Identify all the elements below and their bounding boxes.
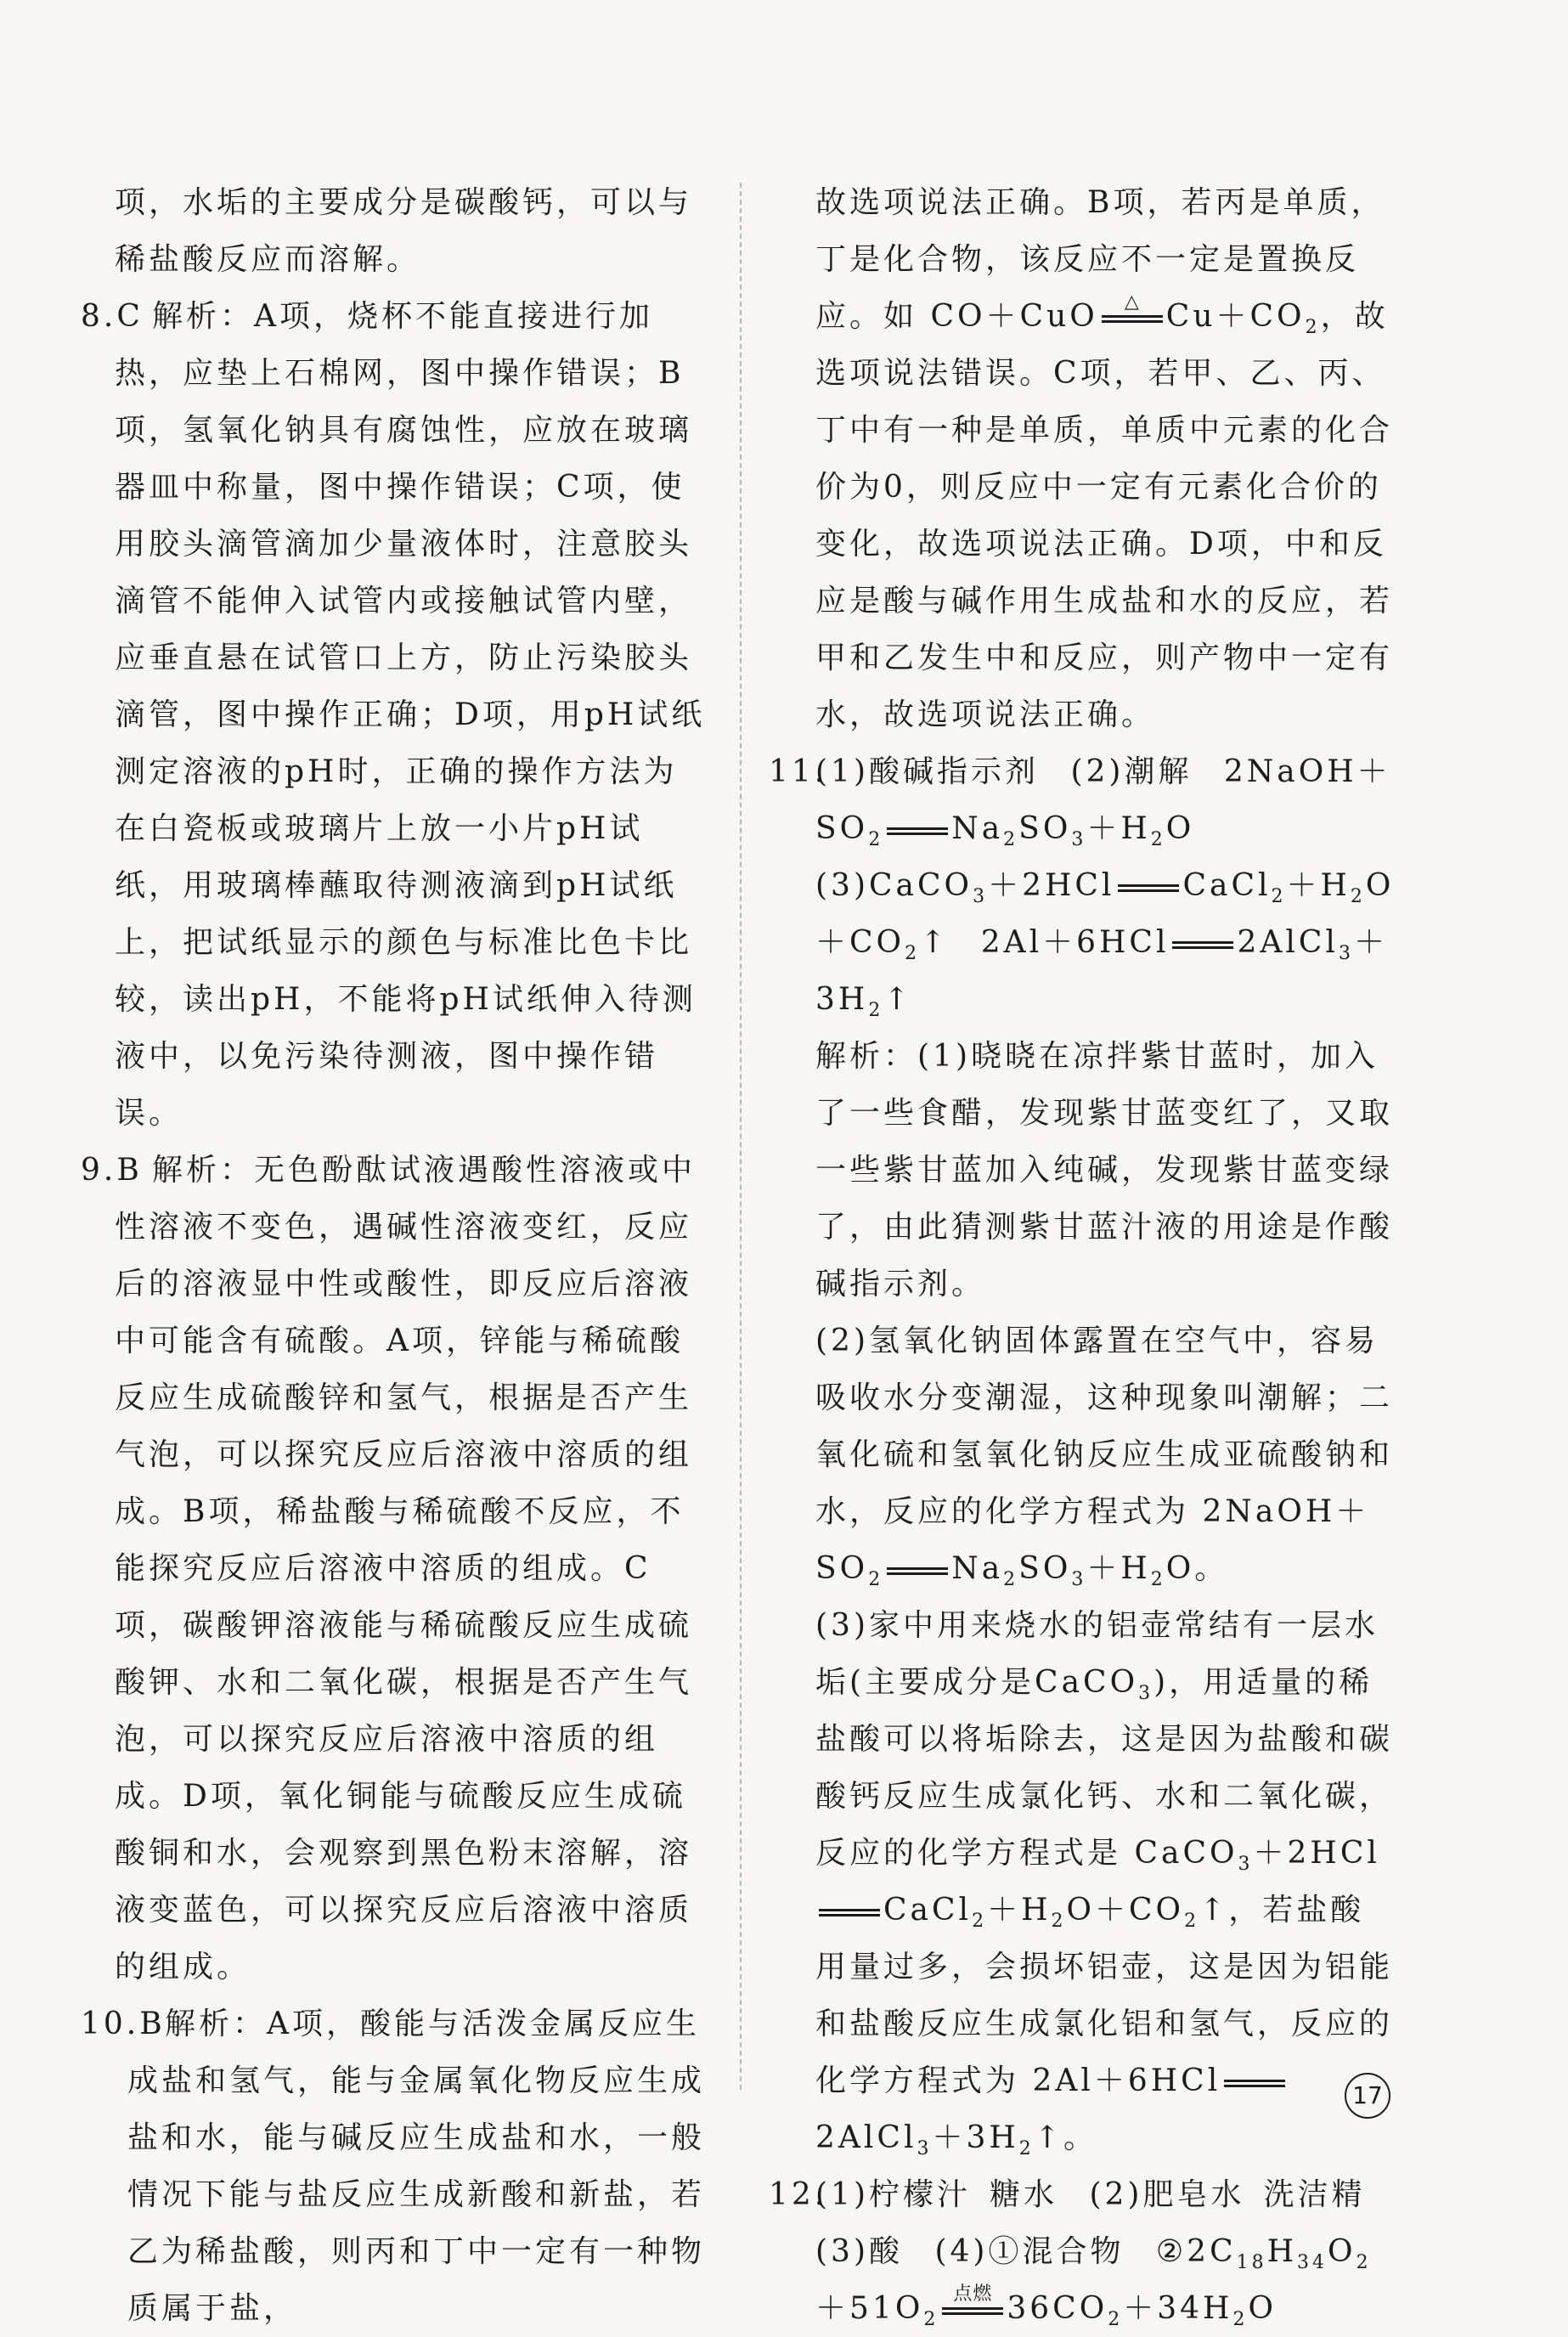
answer-11-explanation-1: 解析：(1)晓晓在凉拌紫甘蓝时，加入了一些食醋，发现紫甘蓝变红了，又取一些紫甘蓝加入纯碱，发现紫甘蓝变绿了，由此猜测紫甘蓝汁液的用途是作酸碱指示剂。 [815,1039,1394,1301]
answer-10-number: 10.B [81,2007,166,2041]
answer-10-continued: 故选项说法正确。B项，若丙是单质，丁是化合物，该反应不一定是置换反应。如 CO＋CuO △ $Cu+CO_2$，故选项说法错误。C项，若甲、乙、丙、丁中有一种是单质，单质中元素的化合价为0，则反应中一定有元素化合价的变化，故选项说法正确。D项，中和反应是酸与碱作用生成盐和水的反应，若甲和乙发生中和反应，则产物中一定有水，故选项说法正确。 [815,185,1394,732]
answer-8-explanation: 解析：A项，烧杯不能直接进行加热，应垫上石棉网，图中操作错误；B项，氢氧化钠具有腐蚀性，应放在玻璃器皿中称量，图中操作错误；C项，使用胶头滴管滴加少量液体时，注意胶头滴管不能伸入试管内或接触试管内壁，应垂直悬在试管口上方，防止污染胶头滴管，图中操作正确；D项，用pH试纸测定溶液的pH时，正确的操作方法为在白瓷板或玻璃片上放一小片pH试纸，用玻璃棒蘸取待测液滴到pH试纸上，把试纸显示的颜色与标准比色卡比较，读出pH，不能将pH试纸伸入待测液中，以免污染待测液，图中操作错误。 [115,299,706,1131]
answer-9-explanation: 解析：无色酚酞试液遇酸性溶液或中性溶液不变色，遇碱性溶液变红，反应后的溶液显中性或酸性，即反应后溶液中可能含有硫酸。A项，锌能与稀硫酸反应生成硫酸锌和氢气，根据是否产生气泡，可以探究反应后溶液中溶质的组成。B项，稀盐酸与稀硫酸不反应，不能探究反应后溶液中溶质的组成。C项，碳酸钾溶液能与稀硫酸反应生成硫酸钾、水和二氧化碳，根据是否产生气泡，可以探究反应后溶液中溶质的组成。D项，氧化铜能与硫酸反应生成硫酸铜和水，会观察到黑色粉末溶解，溶液变蓝色，可以探究反应后溶液中溶质的组成。 [115,1153,697,1984]
equation-al-hcl: 2Al＋6HCl $2AlCl_3+3H_2↑$ [815,925,1388,1022]
answer-8-number: 8.C [81,299,144,334]
answer-7-tail: 项，水垢的主要成分是碳酸钙，可以与稀盐酸反应而溶解。 [115,185,693,277]
ignite-condition-sign: 点燃 [942,2307,1003,2315]
heat-condition-sign: △ [1102,315,1163,323]
answer-11-explanation-3: (3)家中用来烧水的铝壶常结有一层水垢(主要成分是CaCO$_3$)，用适量的稀盐酸可以将垢除去，这是因为盐酸和碳酸钙反应生成氯化钙、水和二氧化碳，反应的化学方程式是 $CaCO_3+2HClCaCl_2+H_2O+CO_2↑$，若盐酸用量过多，会损坏铝壶，这是因为铝能和盐酸反应生成氯化铝和氢气，反应的化学方程式为 $2Al+6HCl2AlCl_3+3H_2↑$。 [815,1608,1394,2160]
answer-11: 11. (1)酸碱指示剂 (2)潮解 $2NaOH+SO_2$ $Na_2SO_3+H_2O$ (3)CaCO$_3$＋2HCl $CaCl_2+H_2O+CO_2↑$ 2Al＋6HCl $2AlCl_3+3H_2↑$ [769,743,1397,1028]
answer-9 [81,1142,709,1995]
answer-11-explanation-2: (2)氢氧化钠固体露置在空气中，容易吸收水分变潮湿，这种现象叫潮解；二氧化硫和氢氧化钠反应生成亚硫酸钠和水，反应的化学方程式为 $2NaOH+SO_2$ $Na_2SO_3+H_2O$。 [815,1324,1394,1591]
answer-12-number: 12. [769,2177,828,2212]
answer-9-number: 9.B [81,1153,143,1188]
answer-10 [81,1995,709,2337]
column-divider [740,183,742,2090]
page-number: 17 [1345,2073,1390,2119]
equation-combustion: $②2C_{18}H_{34}O_2+51O_2$ 点燃 $36CO_2+34H_2O$ [815,2234,1372,2331]
answer-10-explanation: 解析：A项，酸能与活泼金属反应生成盐和氢气，能与金属氧化物反应生成盐和水，能与碱反应生成盐和水，一般情况下能与盐反应生成新酸和新盐，若乙为稀盐酸，则丙和丁中一定有一种物质属于盐， [127,2007,706,2326]
right-column [769,174,1397,2337]
answer-11-number: 11. [769,754,828,789]
answer-8 [81,288,709,1142]
left-column [81,174,709,2337]
answer-12: 12. (1)柠檬汁 糖水 (2)肥皂水 洗洁精 (3)酸 (4)①混合物 $②2C_{18}H_{34}O_2+51O_2$ 点燃 $36CO_2+34H_2O$ [769,2166,1397,2337]
equation-naoh-so2: $2NaOH+SO_2$ $Na_2SO_3+H_2O$ [815,754,1391,851]
